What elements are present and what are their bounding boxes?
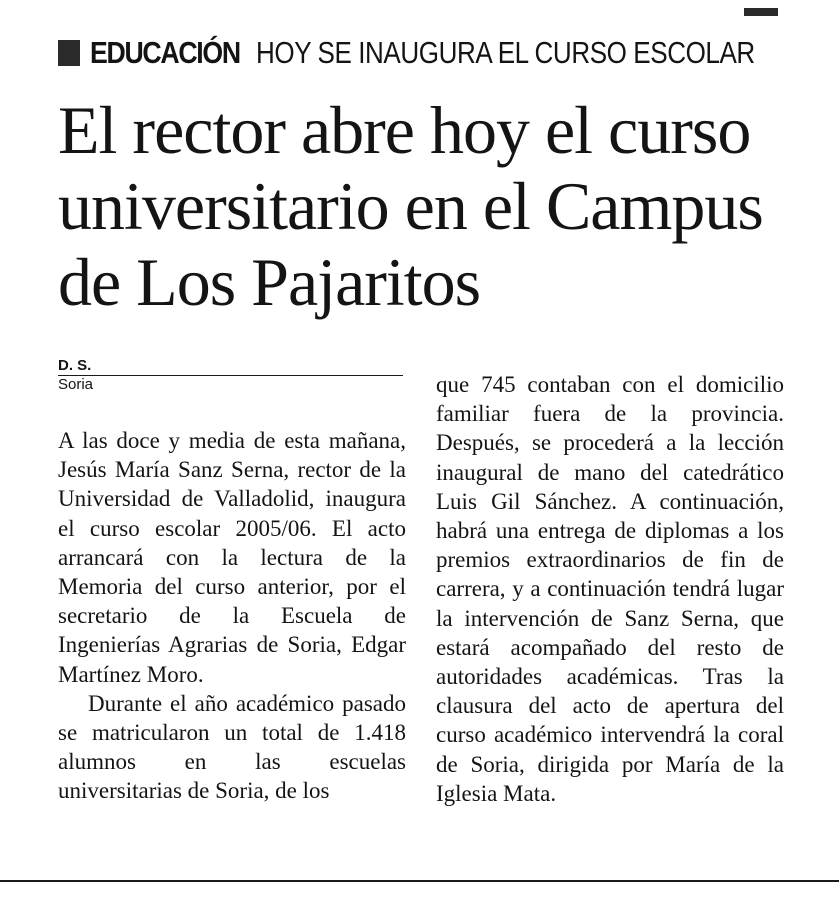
byline-location: Soria [58,376,94,393]
section-name: EDUCACIÓN [90,35,240,70]
article-column-right [436,370,784,808]
section-kicker [58,32,798,74]
byline [58,358,403,394]
bottom-rule [0,880,839,882]
section-subtitle: HOY SE INAUGURA EL CURSO ESCOLAR [256,35,756,70]
article-headline: El rector abre hoy el curso universitario en el Campus de Los Pajaritos [58,92,763,320]
body-paragraph: Durante el año académico pasado se matricularon un total de 1.418 alumnos en las escuelas universitarias de Soria, de los [58,690,406,804]
article-column-left [58,426,406,806]
section-square-icon [58,40,80,66]
body-paragraph-continued: que 745 contaban con el domicilio familiar fuera de la provincia. Después, se procederá a la lección inaugural de mano del catedrático Luis Gil Sánchez. A continuación, habrá una entrega de diplomas a los premios extraordinarios de fin de carrera, y a continuación tendrá lugar la intervención de Sanz Serna, que estará acompañado del resto de autoridades académicas. Tras la clausura del acto de apertura del curso académico intervendrá la coral de Soria, dirigida por María de la Iglesia Mata. [436,372,784,806]
body-paragraph: A las doce y media de esta mañana, Jesús María Sanz Serna, rector de la Universidad de Valladolid, inaugura el curso escolar 2005/06. El acto arrancará con la lectura de la Memoria del curso anterior, por el secretario de la Escuela de Ingenierías Agrarias de Soria, Edgar Martínez Moro. [58,428,406,687]
byline-author: D. S. [58,357,92,374]
corner-mark [744,8,778,16]
